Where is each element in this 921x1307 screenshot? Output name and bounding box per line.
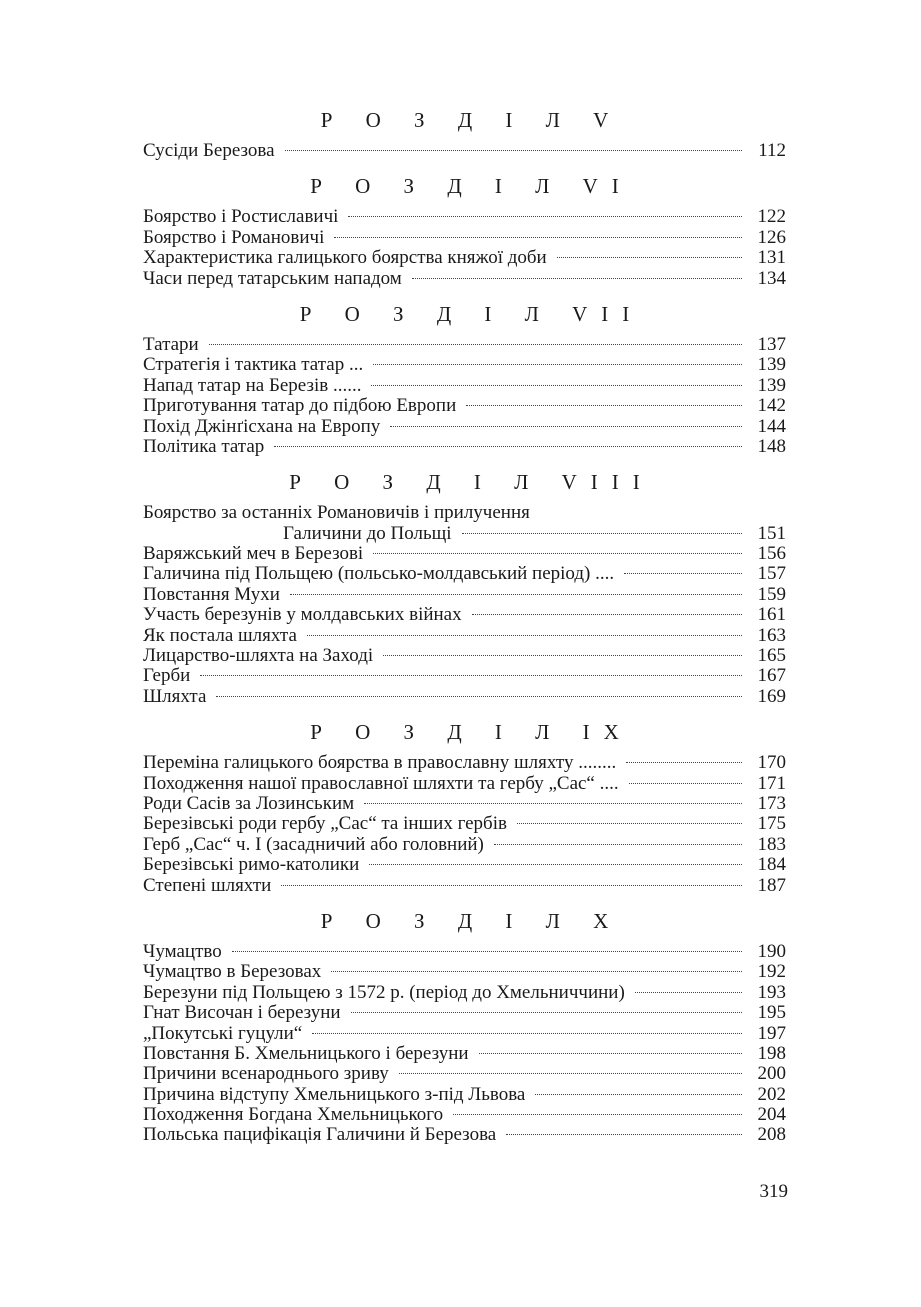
toc-entry: [143, 1003, 786, 1023]
entry-title: Походження Богдана Хмельницького: [143, 1104, 444, 1126]
dot-leader: [635, 992, 742, 993]
toc-entry: [143, 666, 786, 686]
entry-page: 142: [757, 395, 786, 417]
entry-page: 157: [757, 563, 786, 585]
entry-page: 184: [757, 854, 786, 876]
entry-title: Похід Джінґісхана на Европу: [143, 415, 381, 437]
dot-leader: [364, 803, 742, 804]
entry-title: Степені шляхти: [143, 874, 272, 896]
entry-title-line: Боярство за останніх Романовичів і прилучення: [143, 502, 530, 524]
toc-entry: [143, 437, 786, 457]
entry-page: 204: [757, 1104, 786, 1126]
entry-title: Галичини до Польщі: [283, 522, 452, 544]
toc-entry: [143, 417, 786, 437]
toc-entry: [143, 585, 786, 605]
entry-page: 144: [757, 415, 786, 437]
toc-entry: [143, 1064, 786, 1084]
toc-entry: [143, 855, 786, 875]
toc-entry: [143, 544, 786, 564]
toc-entry: [143, 774, 786, 794]
entry-page: 131: [757, 247, 786, 269]
dot-leader: [462, 533, 742, 534]
entry-page: 195: [757, 1002, 786, 1024]
entry-title: Політика татар: [143, 435, 265, 457]
entry-page: 202: [757, 1083, 786, 1105]
entry-title: Переміна галицького боярства в православну шляхту ........: [143, 752, 617, 774]
dot-leader: [232, 951, 742, 952]
toc-entry: [143, 228, 786, 248]
toc-entry: [143, 207, 786, 227]
entry-page: 192: [757, 961, 786, 983]
dot-leader: [373, 553, 742, 554]
dot-leader: [412, 278, 742, 279]
toc-entry: [143, 335, 786, 355]
toc-entry: [143, 564, 786, 584]
dot-leader: [200, 675, 742, 676]
entry-page: 139: [757, 354, 786, 376]
entry-title: Походження нашої православної шляхти та гербу „Сас“ ....: [143, 772, 619, 794]
entry-title: Участь березунів у молдавських війнах: [143, 604, 462, 626]
entry-title: Березівські роди гербу „Сас“ та інших гербів: [143, 813, 507, 835]
dot-leader: [216, 696, 742, 697]
entry-page: 122: [757, 206, 786, 228]
entry-title: Повстання Мухи: [143, 583, 280, 605]
toc-entry: [143, 942, 786, 962]
toc-entry: [143, 396, 786, 416]
entry-page: 151: [757, 522, 786, 544]
table-of-contents: [143, 105, 786, 1156]
toc-entry: [143, 1044, 786, 1064]
dot-leader: [290, 594, 742, 595]
section-8: [143, 467, 786, 707]
entry-title: Лицарство-шляхта на Заході: [143, 645, 374, 667]
entry-page: 159: [757, 583, 786, 605]
entry-title: Герб „Сас“ ч. І (засадничий або головний): [143, 833, 484, 855]
entry-page: 198: [757, 1042, 786, 1064]
entry-page: 163: [757, 624, 786, 646]
section-title: Р О З Д І Л VI: [310, 174, 633, 199]
section-title: Р О З Д І Л X: [320, 908, 623, 933]
entry-page: 190: [757, 940, 786, 962]
entry-title: „Покутські гуцули“: [143, 1022, 303, 1044]
dot-leader: [506, 1134, 742, 1135]
section-7: [143, 299, 786, 457]
entry-title: Татари: [143, 333, 199, 355]
dot-leader: [331, 971, 742, 972]
entry-title: Гнат Височан і березуни: [143, 1002, 341, 1024]
toc-entry: [143, 835, 786, 855]
dot-leader: [373, 364, 742, 365]
section-entries: [143, 335, 786, 457]
section-entries: [143, 207, 786, 289]
entry-title: Галичина під Польщею (польсько-молдавський період) ....: [143, 563, 615, 585]
toc-entry: [143, 1085, 786, 1105]
dot-leader: [209, 344, 742, 345]
entry-title: Приготування татар до підбою Европи: [143, 395, 457, 417]
toc-entry: [143, 141, 786, 161]
section-title: Р О З Д І Л VIII: [289, 470, 654, 495]
dot-leader: [307, 635, 742, 636]
toc-entry: [143, 1024, 786, 1044]
dot-leader: [629, 783, 742, 784]
entry-page: 170: [757, 752, 786, 774]
entry-page: 169: [757, 685, 786, 707]
section-5: [143, 105, 786, 161]
entry-title: Польська пацифікація Галичини й Березова: [143, 1124, 497, 1146]
entry-page: 183: [757, 833, 786, 855]
entry-title: Чумацтво: [143, 940, 222, 962]
entry-page: 161: [757, 604, 786, 626]
entry-page: 167: [757, 665, 786, 687]
entry-page: 126: [757, 226, 786, 248]
dot-leader: [535, 1094, 742, 1095]
entry-title: Роди Сасів за Лозинським: [143, 792, 355, 814]
toc-entry: [143, 962, 786, 982]
entry-page: 139: [757, 374, 786, 396]
entry-title: Повстання Б. Хмельницького і березуни: [143, 1042, 469, 1064]
page-number: 319: [759, 1181, 788, 1202]
entry-title: Березуни під Польщею з 1572 р. (період до Хмельниччини): [143, 981, 625, 1003]
entry-title: Боярство і Романовичі: [143, 226, 325, 248]
dot-leader: [624, 573, 742, 574]
entry-title: Стратегія і тактика татар ...: [143, 354, 364, 376]
entry-title: Напад татар на Березів ......: [143, 374, 362, 396]
dot-leader: [557, 257, 742, 258]
dot-leader: [494, 844, 742, 845]
toc-entry: [143, 376, 786, 396]
entry-title: Березівські римо-католики: [143, 854, 360, 876]
entry-page: 156: [757, 543, 786, 565]
entry-title: Боярство і Ростиславичі: [143, 206, 339, 228]
entry-page: 173: [757, 792, 786, 814]
toc-entry: [143, 687, 786, 707]
dot-leader: [466, 405, 742, 406]
dot-leader: [274, 446, 742, 447]
toc-entry: [143, 605, 786, 625]
entry-title: Шляхта: [143, 685, 207, 707]
toc-entry: [143, 753, 786, 773]
toc-entry: [143, 814, 786, 834]
entry-page: 197: [757, 1022, 786, 1044]
entry-page: 187: [757, 874, 786, 896]
entry-page: 208: [757, 1124, 786, 1146]
toc-entry: [143, 1125, 786, 1145]
dot-leader: [334, 237, 742, 238]
entry-page: 112: [758, 140, 786, 161]
entry-page: 148: [757, 435, 786, 457]
dot-leader: [369, 864, 742, 865]
entry-page: 165: [757, 645, 786, 667]
toc-entry: [143, 626, 786, 646]
toc-entry: [143, 269, 786, 289]
toc-entry: [143, 794, 786, 814]
section-entries: [143, 942, 786, 1146]
toc-entry: [143, 355, 786, 375]
entry-title: Сусіди Березова: [143, 140, 275, 161]
dot-leader: [517, 823, 742, 824]
toc-entry: [143, 1105, 786, 1125]
toc-entry: [143, 646, 786, 666]
entry-page: 134: [757, 267, 786, 289]
section-title: Р О З Д І Л V: [320, 108, 623, 132]
dot-leader: [351, 1012, 742, 1013]
section-entries: [143, 753, 786, 896]
dot-leader: [472, 614, 742, 615]
dot-leader: [312, 1033, 742, 1034]
entry-title: Причини всенароднього зриву: [143, 1063, 389, 1085]
dot-leader: [626, 762, 742, 763]
entry-title: Чумацтво в Березовах: [143, 961, 322, 983]
dot-leader: [371, 385, 742, 386]
dot-leader: [383, 655, 742, 656]
section-entries: [143, 141, 786, 161]
toc-entry: [143, 524, 786, 544]
entry-title: Як постала шляхта: [143, 624, 297, 646]
toc-entry: [143, 876, 786, 896]
dot-leader: [453, 1114, 742, 1115]
entry-title: Причина відступу Хмельницького з-під Львова: [143, 1083, 526, 1105]
entry-title: Герби: [143, 665, 191, 687]
entry-page: 171: [757, 772, 786, 794]
section-10: [143, 906, 786, 1146]
section-title: Р О З Д І Л VII: [299, 301, 644, 326]
entry-page: 137: [757, 333, 786, 355]
dot-leader: [390, 426, 742, 427]
section-9: [143, 717, 786, 896]
section-title: Р О З Д І Л IX: [310, 720, 633, 745]
entry-title: Характеристика галицького боярства княжої доби: [143, 247, 547, 269]
entry-title: Часи перед татарським нападом: [143, 267, 402, 289]
entry-page: 200: [757, 1063, 786, 1085]
dot-leader: [399, 1073, 742, 1074]
dot-leader: [285, 150, 742, 151]
entry-title: Варяжський меч в Березові: [143, 543, 364, 565]
toc-entry: [143, 248, 786, 268]
section-entries: [143, 503, 786, 707]
toc-entry: [143, 983, 786, 1003]
entry-page: 175: [757, 813, 786, 835]
dot-leader: [281, 885, 742, 886]
dot-leader: [348, 216, 742, 217]
section-6: [143, 171, 786, 289]
dot-leader: [479, 1053, 742, 1054]
entry-page: 193: [757, 981, 786, 1003]
